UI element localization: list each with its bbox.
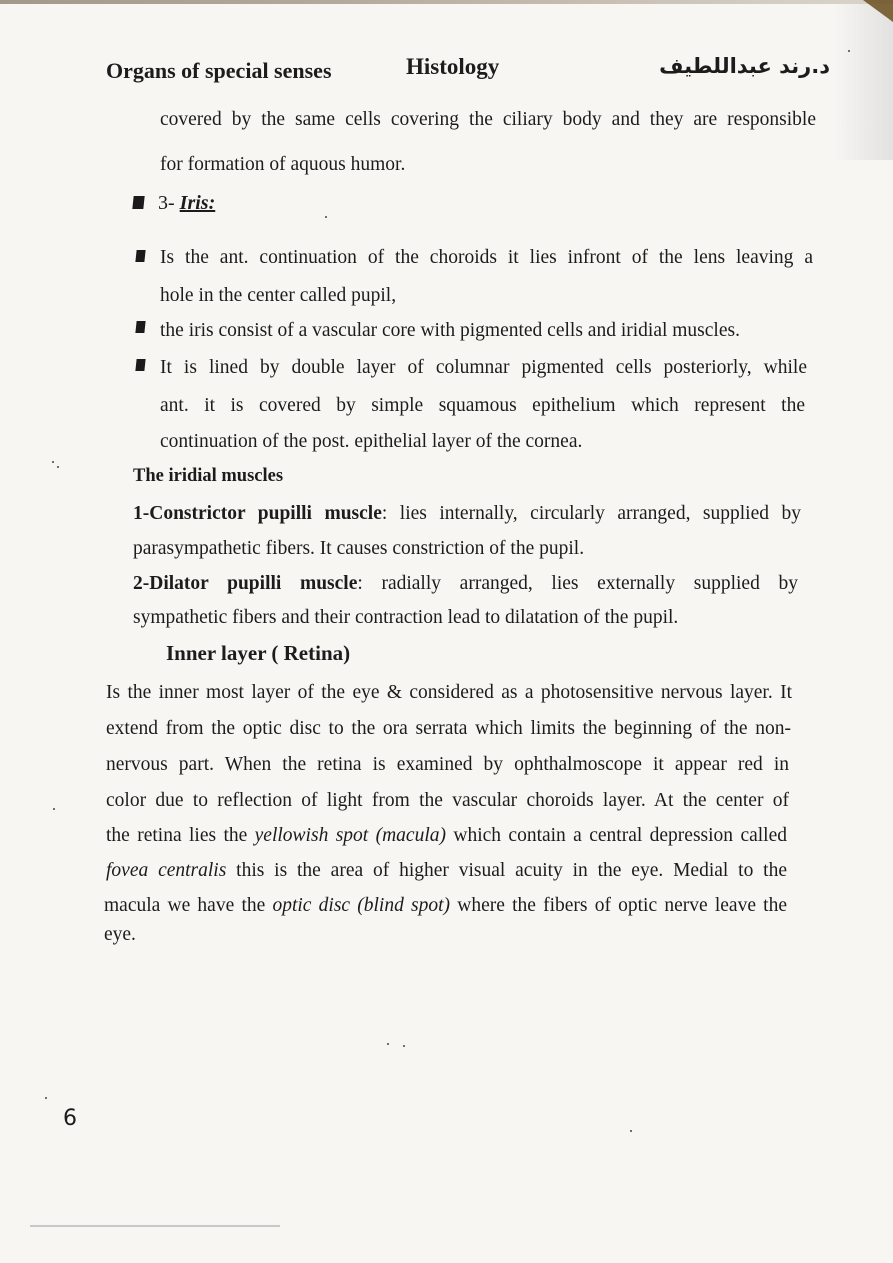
scan-speck — [848, 50, 850, 52]
iris-bullet-3-line-1: It is lined by double layer of columnar pigmented cells posteriorly, while — [160, 357, 807, 378]
retina-line-3: nervous part. When the retina is examined by ophthalmoscope it appear red in — [106, 754, 789, 775]
optic-disc-term: optic disc (blind spot) — [272, 895, 451, 916]
header-course: Histology — [406, 54, 500, 79]
retina-line-7 — [104, 896, 787, 916]
retina-line-7-a: macula we have the — [104, 895, 273, 916]
retina-line-8: eye. — [104, 924, 136, 945]
muscle-1-desc: : lies internally, circularly arranged, supplied by — [381, 503, 801, 524]
muscle-2-line-1 — [133, 574, 798, 594]
retina-line-7-b: where the fibers of optic nerve leave the — [450, 895, 787, 916]
retina-line-2: extend from the optic disc to the ora serrata which limits the beginning of the non- — [106, 718, 791, 739]
retina-line-6 — [106, 861, 787, 881]
scan-speck — [325, 216, 327, 218]
retina-line-1: Is the inner most layer of the eye & considered as a photosensitive nervous layer. It — [106, 682, 792, 703]
iris-bullet-1-line-1: Is the ant. continuation of the choroids it lies infront of the lens leaving a — [160, 247, 813, 268]
scan-speck — [53, 808, 55, 810]
header-subject: Organs of special senses — [106, 58, 332, 83]
page-number: 6 — [63, 1106, 77, 1131]
page-top-edge — [0, 0, 893, 4]
fovea-term: fovea centralis — [106, 860, 227, 881]
iris-title: Iris: — [179, 192, 216, 214]
retina-line-5-a: the retina lies the — [106, 825, 255, 846]
retina-line-5-b: which contain a central depression called — [445, 825, 787, 846]
macula-term: yellowish spot (macula) — [254, 825, 446, 846]
bottom-edge-line — [30, 1225, 280, 1227]
retina-line-5 — [106, 826, 787, 846]
iris-bullet-1-line-2: hole in the center called pupil, — [160, 285, 397, 306]
iris-bullet-2: the iris consist of a vascular core with pigmented cells and iridial muscles. — [160, 320, 740, 341]
bullet-icon — [135, 359, 145, 371]
iris-heading — [158, 193, 215, 213]
retina-line-6-b: this is the area of higher visual acuity in the eye. Medial to the — [226, 860, 787, 881]
muscles-heading: The iridial muscles — [133, 466, 284, 486]
scan-speck — [52, 461, 54, 463]
muscle-1-line-1 — [133, 504, 801, 524]
scan-speck — [387, 1043, 389, 1045]
page-header — [106, 52, 846, 92]
scan-speck — [403, 1045, 405, 1047]
corner-fold — [863, 0, 893, 22]
muscle-2-desc: : radially arranged, lies externally supplied by — [357, 573, 798, 594]
muscle-1-line-2: parasympathetic fibers. It causes constriction of the pupil. — [133, 538, 585, 559]
iris-bullet-3-line-3: continuation of the post. epithelial layer of the cornea. — [160, 431, 583, 452]
intro-line-2: for formation of aquous humor. — [160, 154, 406, 175]
intro-line-1: covered by the same cells covering the ciliary body and they are responsible — [160, 109, 816, 130]
bullet-icon — [135, 321, 145, 333]
muscle-1-name: 1-Constrictor pupilli muscle — [133, 503, 382, 524]
iris-number: 3- — [158, 192, 175, 214]
bullet-icon — [132, 196, 144, 209]
retina-heading: Inner layer ( Retina) — [166, 641, 351, 665]
muscle-2-name: 2-Dilator pupilli muscle — [133, 573, 358, 594]
bullet-icon — [135, 250, 145, 262]
iris-bullet-3-line-2: ant. it is covered by simple squamous epithelium which represent the — [160, 395, 805, 416]
header-author: د.رند عبداللطيف — [659, 54, 830, 78]
muscle-2-line-2: sympathetic fibers and their contraction lead to dilatation of the pupil. — [133, 607, 679, 628]
scan-speck — [45, 1097, 47, 1099]
scan-speck — [630, 1130, 632, 1132]
retina-line-4: color due to reflection of light from the vascular choroids layer. At the center of — [106, 790, 789, 811]
scan-speck — [57, 466, 59, 468]
